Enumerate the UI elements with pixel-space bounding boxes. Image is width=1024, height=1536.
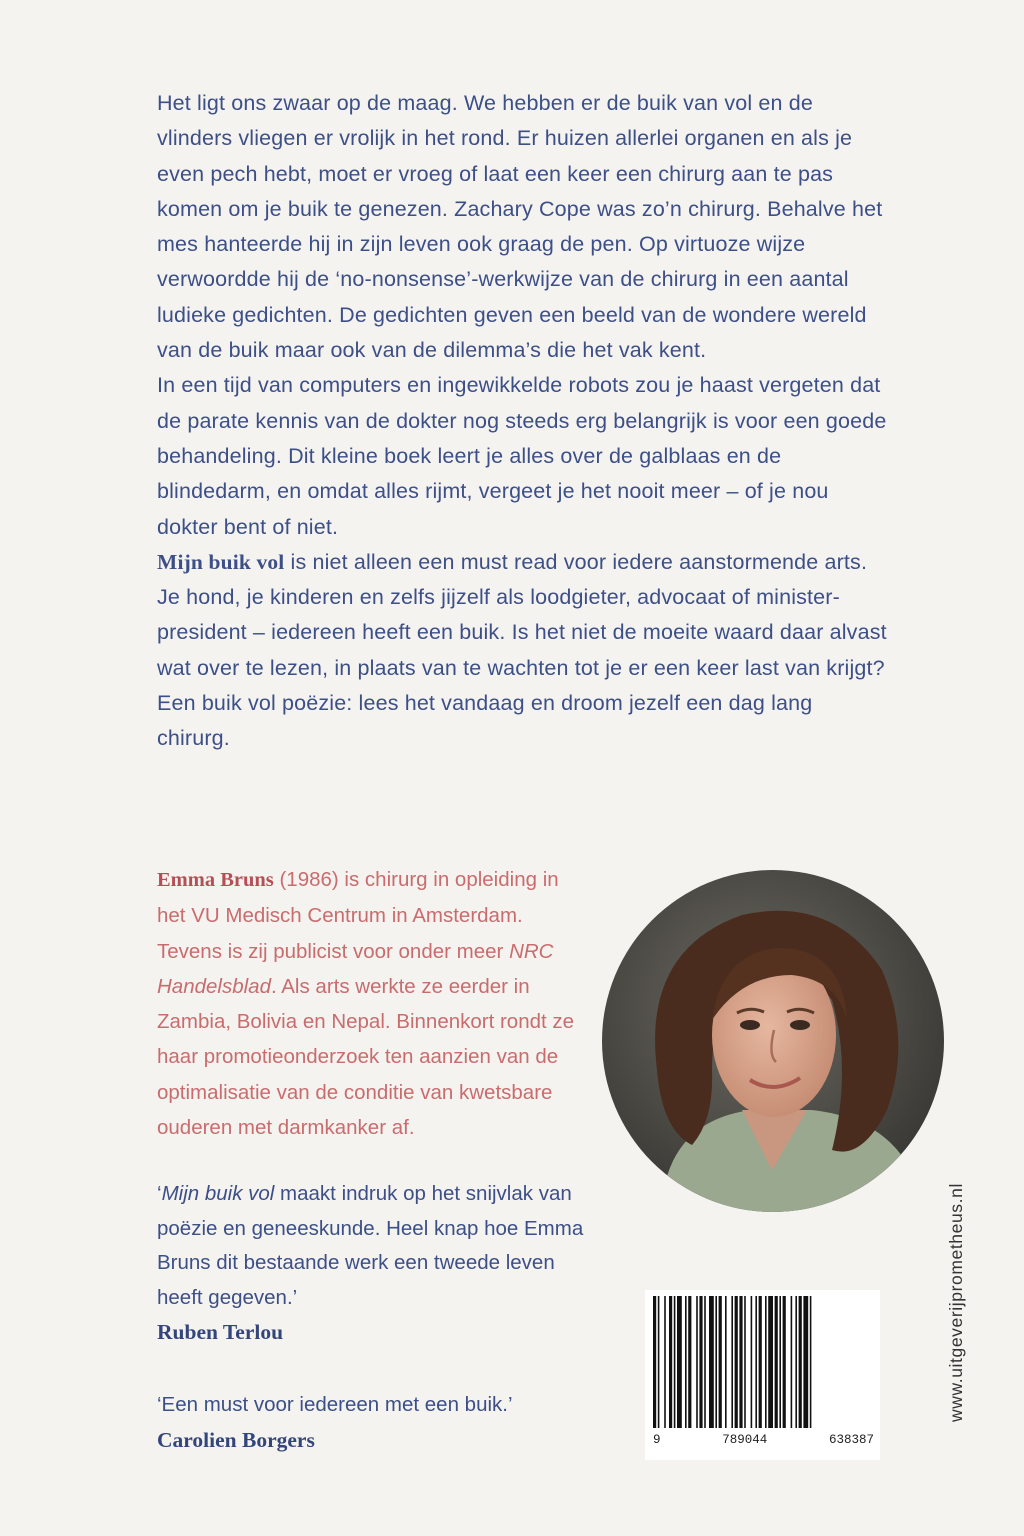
barcode-bar [731,1296,733,1428]
barcode-bar [799,1296,802,1428]
blurb-paragraph-3 [157,545,887,686]
author-name: Emma Bruns [157,869,274,891]
barcode-bar [810,1296,812,1428]
review-quote-2-text: ‘Een must voor iedereen met een buik.’ [157,1393,513,1416]
barcode-bar [688,1296,691,1428]
barcode-bar [795,1296,797,1428]
barcode-bar [677,1296,682,1428]
barcode-bar [704,1296,706,1428]
barcode-bars [645,1290,880,1435]
back-cover-blurb [157,86,887,757]
barcode-bar [751,1296,753,1428]
author-bio [157,862,587,1145]
isbn-barcode [645,1290,880,1460]
book-title: Mijn buik vol [157,549,285,574]
blurb-paragraph-3-text: is niet alleen een must read voor iedere aanstormende arts. Je hond, je kinderen en zelfs jijzelf als loodgieter, advocaat of minister-president – iedereen heeft een buik. Is het niet de moeite waard daar alvast wat over te lezen, in plaats van te wachten tot je er een keer last van krijgt? [157,549,887,680]
barcode-bar [739,1296,742,1428]
review-quote-1-text [157,1177,597,1315]
blurb-paragraph-2: In een tijd van computers en ingewikkelde robots zou je haast vergeten dat de parate kennis van de dokter nog steeds erg belangrijk is voor een goede behandeling. Dit kleine boek leert je alles over de galblaas en de blindedarm, en omdat alles rijmt, vergeet je het nooit meer – of je nou dokter bent of niet. [157,373,887,539]
bio-publication: NRC Handelsblad [157,939,554,998]
review-quote-2 [157,1388,597,1457]
review-quote-1 [157,1177,597,1350]
barcode-bar [685,1296,687,1428]
barcode-digit-group-3: 638387 [828,1433,874,1447]
barcode-bar [653,1296,656,1428]
barcode-bar [775,1296,778,1428]
quote-book-title: Mijn buik vol [161,1182,275,1205]
barcode-digit-group-2: 789044 [722,1433,768,1447]
barcode-bar [803,1296,808,1428]
barcode-bar [674,1296,676,1428]
bio-part-2: . Als arts werkte ze eerder in Zambia, Bolivia en Nepal. Binnenkort rondt ze haar promotieonderzoek ten aanzien van de optimalisatie van de conditie van kwetsbare ouderen met darmkanker af. [157,974,575,1140]
barcode-bar [658,1296,660,1428]
barcode-bar [669,1296,672,1428]
barcode-bar [719,1296,722,1428]
barcode-bar [783,1296,786,1428]
author-bio-text [157,862,587,1145]
author-photo [602,870,944,1212]
barcode-digit-group-1: 9 [653,1433,661,1447]
quote-open-mark: ‘ [157,1182,162,1205]
barcode-bar [696,1296,698,1428]
barcode-bar [699,1296,702,1428]
barcode-bar [725,1296,727,1428]
publisher-website-text: www.uitgeverijprometheus.nl [946,1183,966,1422]
barcode-bar [768,1296,773,1428]
barcode-bar [779,1296,781,1428]
barcode-bar [759,1296,762,1428]
barcode-bar [791,1296,793,1428]
barcode-bar [715,1296,717,1428]
barcode-bar [765,1296,767,1428]
barcode-digits [653,1433,874,1447]
barcode-bar [664,1296,666,1428]
barcode-bar [709,1296,714,1428]
blurb-paragraph-1: Het ligt ons zwaar op de maag. We hebben er de buik van vol en de vlinders vliegen er vrolijk in het rond. Er huizen allerlei organen en als je even pech hebt, moet er vroeg of laat een keer een chirurg aan te pas komen om je buik te genezen. Zachary Cope was zo’n chirurg. Behalve het mes hanteerde hij in zijn leven ook graag de pen. Op virtuoze wijze verwoordde hij de ‘no-nonsense’-werkwijze van de chirurg in een aantal ludieke gedichten. De gedichten geven een beeld van de wondere wereld van de buik maar ook van de dilemma’s die het vak kent. [157,91,883,363]
quote-1-body: maakt indruk op het snijvlak van poëzie en geneeskunde. Heel knap hoe Emma Bruns dit bestaande werk een tweede leven heeft gegeven.’ [157,1182,584,1309]
blurb-paragraph-4: Een buik vol poëzie: lees het vandaag en droom jezelf een dag lang chirurg. [157,691,813,751]
bio-part-1: (1986) is chirurg in opleiding in het VU Medisch Centrum in Amsterdam. Tevens is zij publicist voor onder meer [157,868,559,963]
review-quote-2-author: Carolien Borgers [157,1427,315,1452]
barcode-bar [744,1296,746,1428]
barcode-bar [735,1296,738,1428]
barcode-bar [755,1296,757,1428]
review-quote-1-author: Ruben Terlou [157,1320,284,1344]
